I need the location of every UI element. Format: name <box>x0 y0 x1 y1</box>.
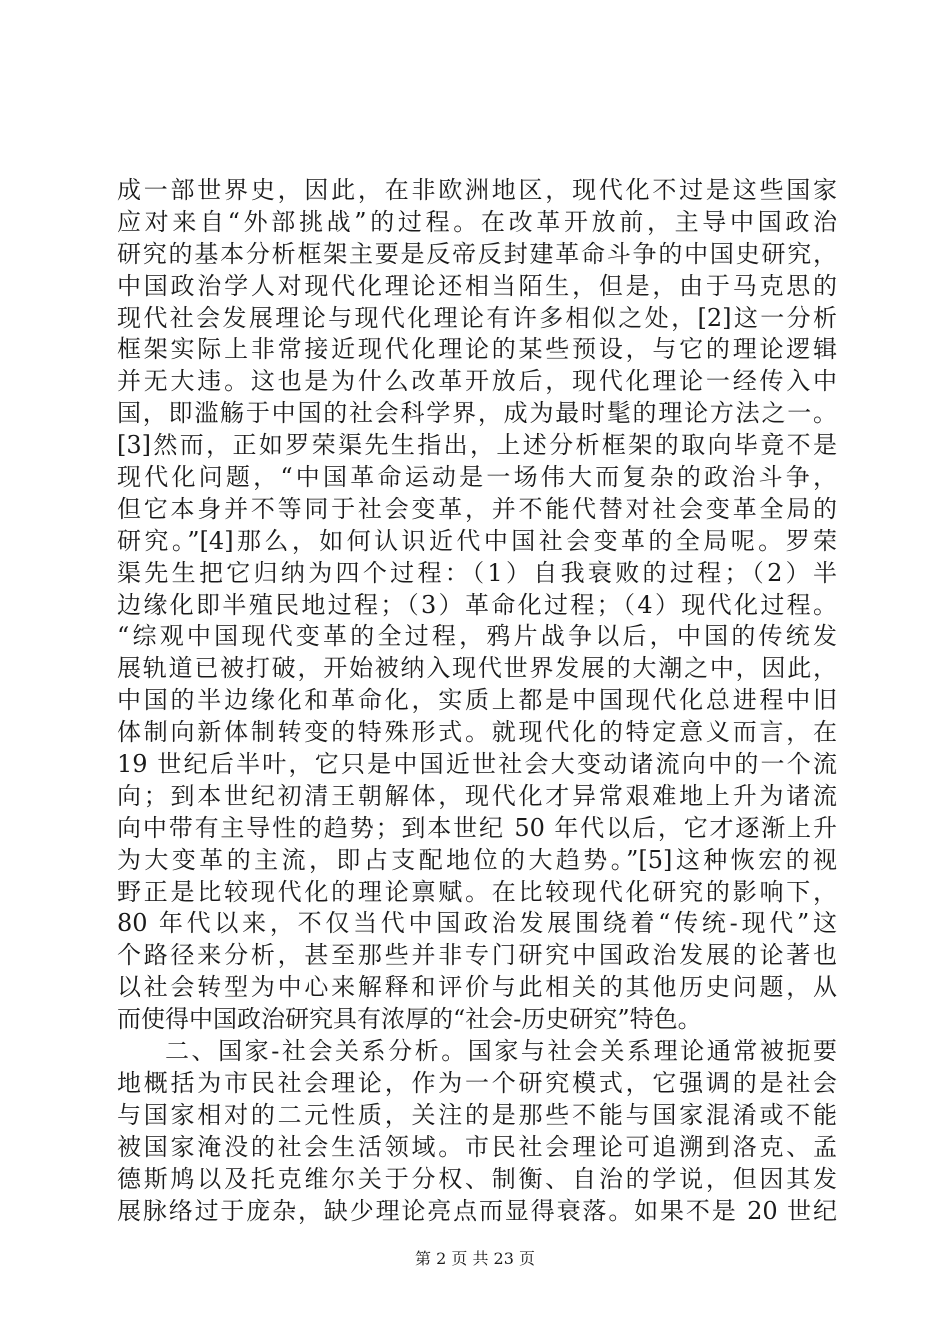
page-footer <box>0 1246 950 1269</box>
text-line: 框架实际上非常接近现代化理论的某些预设，与它的理论逻辑 <box>117 335 837 364</box>
text-line: “综观中国现代变革的全过程，鸦片战争以后，中国的传统发 <box>117 622 837 651</box>
text-line: 中国政治学人对现代化理论还相当陌生，但是，由于马克思的 <box>117 271 837 300</box>
text-line: 成一部世界史，因此，在非欧洲地区，现代化不过是这些国家 <box>117 176 837 204</box>
text-line: 80 年代以来，不仅当代中国政治发展围绕着“传统-现代”这 <box>117 909 837 938</box>
body-text <box>117 175 837 1227</box>
text-line: 体制向新体制转变的特殊形式。就现代化的特定意义而言，在 <box>117 718 837 747</box>
text-line: 向中带有主导性的趋势；到本世纪 50 年代以后，它才逐渐上升 <box>117 813 837 842</box>
text-line: 19 世纪后半叶，它只是中国近世社会大变动诸流向中的一个流 <box>117 750 837 779</box>
text-line: 并无大违。这也是为什么改革开放后，现代化理论一经传入中 <box>117 367 837 396</box>
text-line: 现代社会发展理论与现代化理论有许多相似之处，[2]这一分析 <box>117 303 837 332</box>
text-line: 应对来自“外部挑战”的过程。在改革开放前，主导中国政治 <box>117 207 837 236</box>
text-line: 以社会转型为中心来解释和评价与此相关的其他历史问题，从 <box>117 973 837 1002</box>
text-line: 边缘化即半殖民地过程；（3）革命化过程；（4）现代化过程。 <box>117 590 837 619</box>
text-line: 野正是比较现代化的理论禀赋。在比较现代化研究的影响下， <box>117 877 837 906</box>
text-line: 地概括为市民社会理论，作为一个研究模式，它强调的是社会 <box>117 1068 837 1097</box>
text-line: 渠先生把它归纳为四个过程：（1）自我衰败的过程；（2）半 <box>117 558 837 587</box>
text-line: 被国家淹没的社会生活领域。市民社会理论可追溯到洛克、孟 <box>117 1132 837 1161</box>
text-line: 研究的基本分析框架主要是反帝反封建革命斗争的中国史研究， <box>117 239 837 268</box>
text-line: 与国家相对的二元性质，关注的是那些不能与国家混淆或不能 <box>117 1100 837 1129</box>
text-line: 现代化问题，“中国革命运动是一场伟大而复杂的政治斗争， <box>117 463 837 492</box>
text-line: 二、国家-社会关系分析。国家与社会关系理论通常被扼要 <box>165 1037 837 1066</box>
text-line: 展脉络过于庞杂，缺少理论亮点而显得衰落。如果不是 20 世纪 <box>117 1196 837 1225</box>
text-line: 为大变革的主流，即占支配地位的大趋势。”[5]这种恢宏的视 <box>117 845 837 874</box>
text-line: 研究。”[4]那么，如何认识近代中国社会变革的全局呢。罗荣 <box>117 526 837 555</box>
text-line: 德斯鸠以及托克维尔关于分权、制衡、自治的学说，但因其发 <box>117 1164 837 1193</box>
text-line: [3]然而，正如罗荣渠先生指出，上述分析框架的取向毕竟不是 <box>117 431 837 460</box>
text-line: 中国的半边缘化和革命化，实质上都是中国现代化总进程中旧 <box>117 686 837 715</box>
text-line: 而使得中国政治研究具有浓厚的“社会-历史研究”特色。 <box>117 1005 702 1034</box>
text-line: 向；到本世纪初清王朝解体，现代化才异常艰难地上升为诸流 <box>117 781 837 810</box>
text-line: 个路径来分析，甚至那些并非专门研究中国政治发展的论著也 <box>117 941 837 970</box>
text-line: 国，即滥觞于中国的社会科学界，成为最时髦的理论方法之一。 <box>117 399 837 428</box>
text-line: 但它本身并不等同于社会变革，并不能代替对社会变革全局的 <box>117 494 837 523</box>
page-number-label: 第 2 页 共 23 页 <box>415 1249 535 1268</box>
text-line: 展轨道已被打破，开始被纳入现代世界发展的大潮之中，因此， <box>117 654 837 683</box>
